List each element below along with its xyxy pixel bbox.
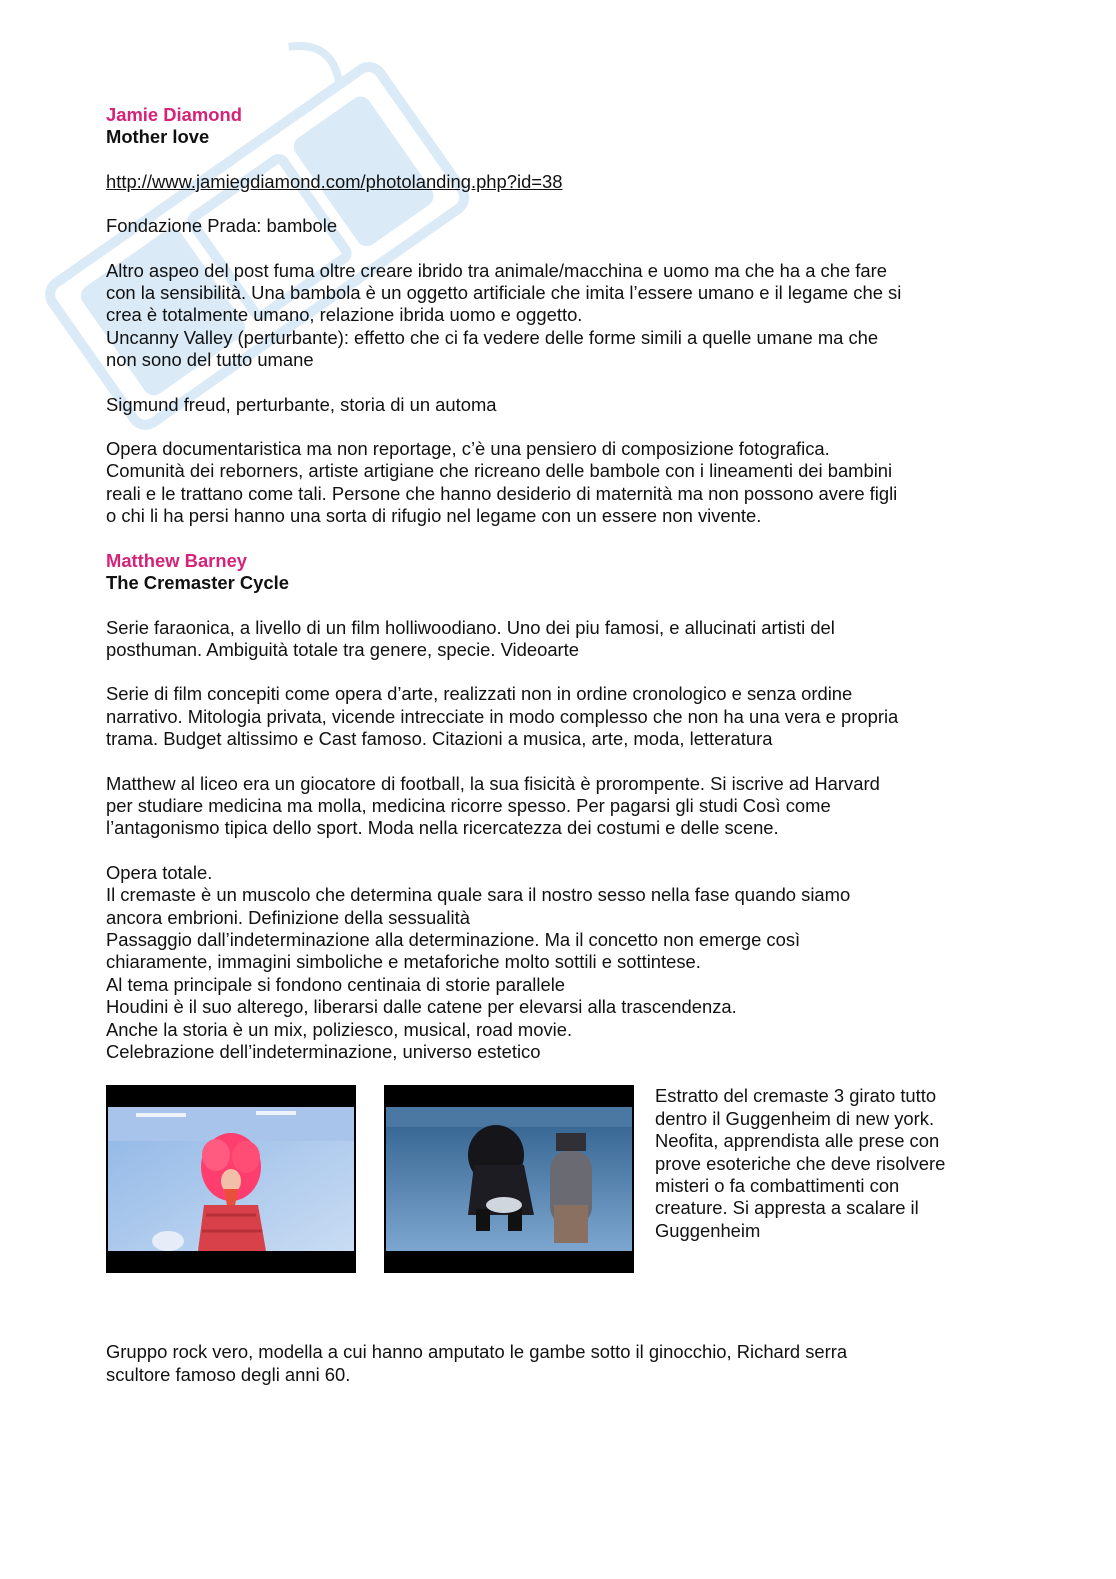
text-line: ancora embrioni. Definizione della sessualità xyxy=(106,906,470,928)
fondazione-paragraph: Fondazione Prada: bambole xyxy=(106,215,338,237)
text-line: reali e le trattano come tali. Persone che hanno desiderio di maternità ma non possono avere figli xyxy=(106,482,898,504)
freud-paragraph: Sigmund freud, perturbante, storia di un automa xyxy=(106,393,497,415)
text-line: chiaramente, immagini simboliche e metaforiche molto sottili e sottintese. xyxy=(106,951,701,973)
text-line: dentro il Guggenheim di new york. xyxy=(655,1107,935,1129)
text-line: crea è totalmente umano, relazione ibrida uomo e oggetto. xyxy=(106,304,583,326)
text-line: Uncanny Valley (perturbante): effetto che ci fa vedere delle forme simili a quelle umane ma che xyxy=(106,326,879,348)
text-line: Serie faraonica, a livello di un film holliwoodiano. Uno dei piu famosi, e allucinati artisti del xyxy=(106,616,835,638)
text-line: Al tema principale si fondono centinaia di storie parallele xyxy=(106,973,566,995)
work-title-cremaster-cycle: The Cremaster Cycle xyxy=(106,572,289,594)
text-line: Estratto del cremaste 3 girato tutto xyxy=(655,1085,937,1107)
text-line: Celebrazione dell’indeterminazione, universo estetico xyxy=(106,1041,541,1062)
author-heading-jamie-diamond: Jamie Diamond xyxy=(106,104,242,125)
text-line: con la sensibilità. Una bambola è un oggetto artificiale che imita l’essere umano e il legame che si xyxy=(106,282,902,304)
text-line: Neofita, apprendista alle prese con xyxy=(655,1130,940,1152)
gruppo-paragraph xyxy=(106,1341,1006,1386)
text-line: posthuman. Ambiguità totale tra genere, specie. Videoarte xyxy=(106,638,580,660)
text-line: Matthew al liceo era un giocatore di football, la sua fisicità è prorompente. Si iscrive ad Harvard xyxy=(106,772,880,794)
document-page xyxy=(106,104,1006,1408)
text-line: Serie di film concepiti come opera d’arte, realizzati non in ordine cronologico e senza ordine xyxy=(106,683,853,705)
text-line: trama. Budget altissimo e Cast famoso. Citazioni a musica, arte, moda, letteratura xyxy=(106,728,773,750)
film-still-1 xyxy=(106,1085,356,1273)
text-line: o chi li ha persi hanno una sorta di rifugio nel legame con un essere non vivente. xyxy=(106,505,762,527)
film-still-red-costume-icon xyxy=(106,1085,356,1273)
text-line: Houdini è il suo alterego, liberarsi dalle catene per elevarsi alla trascendenza. xyxy=(106,996,737,1018)
text-line: Guggenheim xyxy=(655,1219,761,1241)
text-line: Il cremaste è un muscolo che determina quale sara il nostro sesso nella fase quando siamo xyxy=(106,884,851,906)
film-paragraph xyxy=(106,683,1006,750)
film-still-crouching-figure-icon xyxy=(384,1085,634,1273)
film-still-caption xyxy=(655,1085,1005,1242)
opera-paragraph xyxy=(106,438,1006,528)
source-link-paragraph xyxy=(106,171,1006,193)
media-row xyxy=(106,1085,1006,1275)
film-still-2 xyxy=(384,1085,634,1273)
text-line: l’antagonismo tipica dello sport. Moda nella ricercatezza dei costumi e delle scene. xyxy=(106,817,779,839)
text-line: creature. Si appresta a scalare il xyxy=(655,1197,919,1219)
text-line: Opera documentaristica ma non reportage, c’è una pensiero di composizione fotografica. xyxy=(106,438,830,460)
matthew-paragraph xyxy=(106,773,1006,840)
jamie-diamond-link[interactable]: http://www.jamiegdiamond.com/photolanding.php?id=38 xyxy=(106,170,563,192)
text-line: misteri o fa combattimenti con xyxy=(655,1175,900,1197)
text-line: Opera totale. xyxy=(106,861,213,883)
opera-totale-paragraph xyxy=(106,862,1006,1064)
text-line: per studiare medicina ma molla, medicina ricorre spesso. Per pagarsi gli studi Così come xyxy=(106,794,831,816)
text-line: Anche la storia è un mix, poliziesco, musical, road movie. xyxy=(106,1018,573,1040)
text-line: Comunità dei reborners, artiste artigiane che ricreano delle bambole con i lineamenti dei bambini xyxy=(106,460,893,482)
serie-paragraph xyxy=(106,617,1006,662)
text-line: Gruppo rock vero, modella a cui hanno amputato le gambe sotto il ginocchio, Richard serra xyxy=(106,1341,848,1363)
text-line: narrativo. Mitologia privata, vicende intrecciate in modo complesso che non ha una vera e propria xyxy=(106,705,899,727)
altro-paragraph xyxy=(106,260,1006,372)
author-heading-matthew-barney: Matthew Barney xyxy=(106,549,248,571)
text-line: Altro aspeo del post fuma oltre creare ibrido tra animale/macchina e uomo ma che ha a che fare xyxy=(106,259,887,281)
text-line: non sono del tutto umane xyxy=(106,349,314,371)
text-line: scultore famoso degli anni 60. xyxy=(106,1363,351,1385)
text-line: prove esoteriche che deve risolvere xyxy=(655,1152,946,1174)
text-line: Passaggio dall’indeterminazione alla determinazione. Ma il concetto non emerge così xyxy=(106,928,801,950)
work-title-mother-love: Mother love xyxy=(106,126,210,148)
